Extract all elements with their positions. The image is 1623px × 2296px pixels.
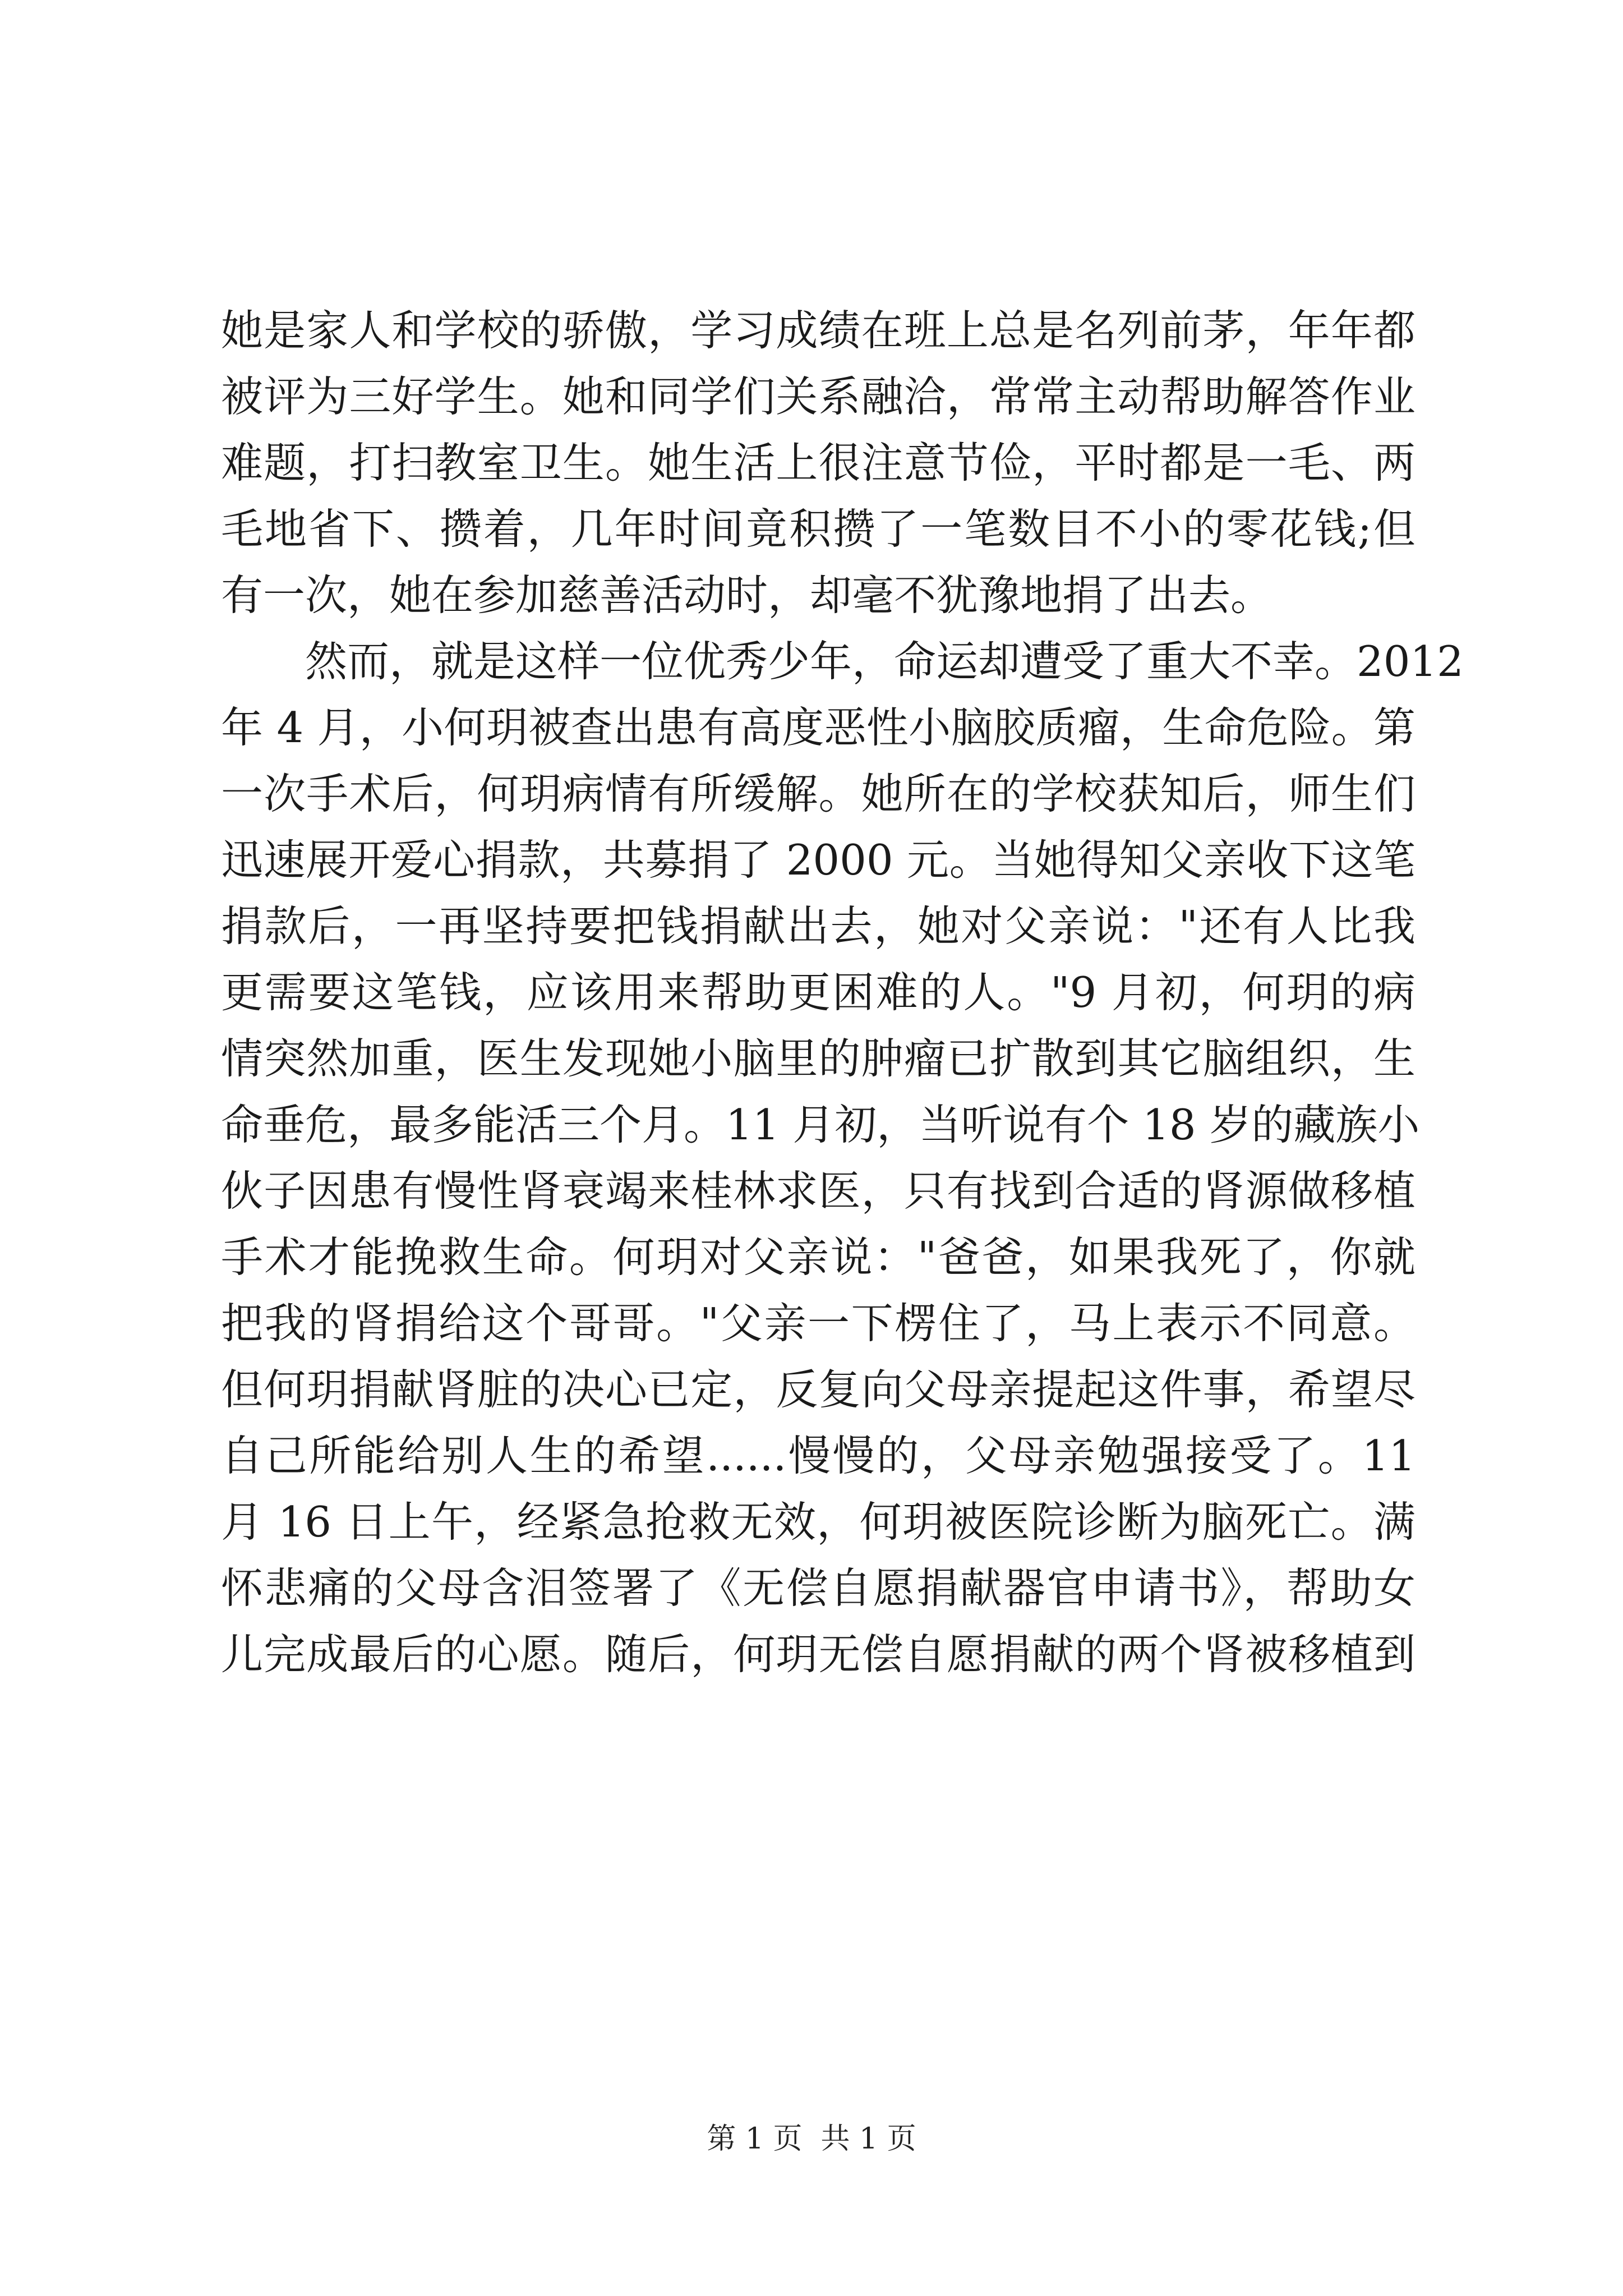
text-line: 手术才能挽救生命。何玥对父亲说："爸爸，如果我死了，你就 [221, 1232, 1415, 1282]
text-line: 迅速展开爱心捐款，共募捐了 2000 元。当她得知父亲收下这笔 [221, 835, 1415, 885]
text-line: 月 16 日上午，经紧急抢救无效，何玥被医院诊断为脑死亡。满 [221, 1497, 1415, 1547]
text-line: 被评为三好学生。她和同学们关系融洽，常常主动帮助解答作业 [221, 372, 1415, 421]
text-line: 一次手术后，何玥病情有所缓解。她所在的学校获知后，师生们 [221, 769, 1415, 818]
text-line: 年 4 月，小何玥被查出患有高度恶性小脑胶质瘤，生命危险。第 [221, 703, 1415, 752]
text-line: 儿完成最后的心愿。随后，何玥无偿自愿捐献的两个肾被移植到 [221, 1630, 1415, 1679]
text-line: 有一次，她在参加慈善活动时，却毫不犹豫地捐了出去。 [221, 570, 1273, 620]
text-line: 情突然加重，医生发现她小脑里的肿瘤已扩散到其它脑组织，生 [221, 1034, 1415, 1083]
text-line: 然而，就是这样一位优秀少年，命运却遭受了重大不幸。2012 [221, 637, 1464, 686]
text-line: 更需要这笔钱，应该用来帮助更困难的人。"9 月初，何玥的病 [221, 968, 1415, 1017]
text-line: 她是家人和学校的骄傲，学习成绩在班上总是名列前茅，年年都 [221, 306, 1415, 355]
text-line: 命垂危，最多能活三个月。11 月初，当听说有个 18 岁的藏族小 [221, 1100, 1420, 1149]
text-line: 捐款后，一再坚持要把钱捐献出去，她对父亲说："还有人比我 [221, 901, 1415, 951]
text-line: 把我的肾捐给这个哥哥。"父亲一下楞住了，马上表示不同意。 [221, 1299, 1415, 1348]
text-line: 但何玥捐献肾脏的决心已定，反复向父母亲提起这件事，希望尽 [221, 1365, 1415, 1414]
page-number-footer: 第 1 页 共 1 页 [707, 2122, 916, 2156]
text-line: 伙子因患有慢性肾衰竭来桂林求医，只有找到合适的肾源做移植 [221, 1166, 1415, 1216]
text-line: 难题，打扫教室卫生。她生活上很注意节俭，平时都是一毛、两 [221, 438, 1415, 487]
text-line: 毛地省下、攒着，几年时间竟积攒了一笔数目不小的零花钱;但 [221, 504, 1415, 554]
text-line: 自己所能给别人生的希望......慢慢的，父母亲勉强接受了。11 [221, 1431, 1415, 1480]
text-line: 怀悲痛的父母含泪签署了《无偿自愿捐献器官申请书》，帮助女 [221, 1563, 1415, 1613]
body-text [221, 297, 1464, 1687]
